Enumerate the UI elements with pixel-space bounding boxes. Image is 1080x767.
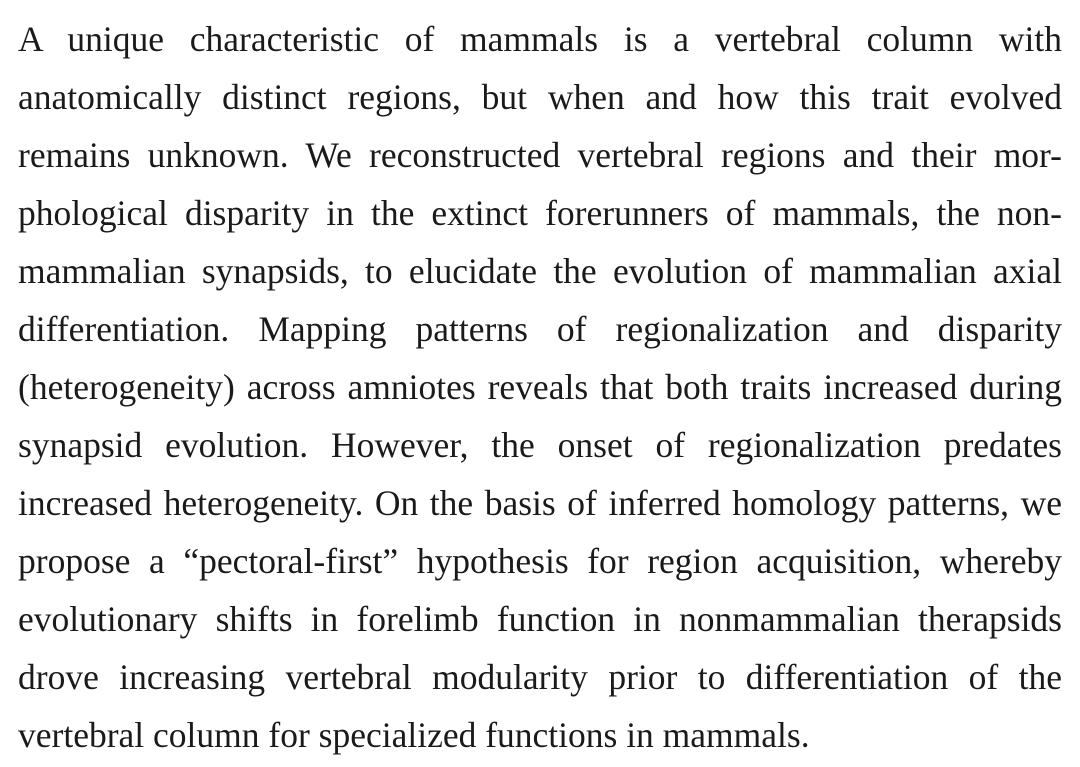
abstract-line-7: (heterogeneity) across amniotes reveals that both traits increased during: [18, 367, 1062, 407]
abstract-line-5: mammalian synapsids, to elucidate the evolution of mammalian axial: [18, 251, 1062, 291]
abstract-line-8: synapsid evolution. However, the onset of regionalization predates: [18, 425, 1062, 465]
abstract-line-10: propose a “pectoral-first” hypothesis for region acquisition, whereby: [18, 541, 1062, 581]
abstract-line-2: anatomically distinct regions, but when and how this trait evolved: [18, 77, 1062, 117]
abstract-line-13: vertebral column for specialized functions in mammals.: [18, 715, 810, 755]
abstract-line-1: A unique characteristic of mammals is a vertebral column with: [18, 19, 1062, 59]
abstract-line-9: increased heterogeneity. On the basis of inferred homology patterns, we: [18, 483, 1062, 523]
abstract-paragraph: [18, 10, 1062, 764]
abstract-line-3: remains unknown. We reconstructed vertebral regions and their mor-: [18, 135, 1062, 175]
abstract-line-4: phological disparity in the extinct forerunners of mammals, the non-: [18, 193, 1062, 233]
abstract-line-11: evolutionary shifts in forelimb function in nonmammalian therapsids: [18, 599, 1062, 639]
abstract-line-12: drove increasing vertebral modularity prior to differentiation of the: [18, 657, 1062, 697]
abstract-line-6: differentiation. Mapping patterns of regionalization and disparity: [18, 309, 1062, 349]
